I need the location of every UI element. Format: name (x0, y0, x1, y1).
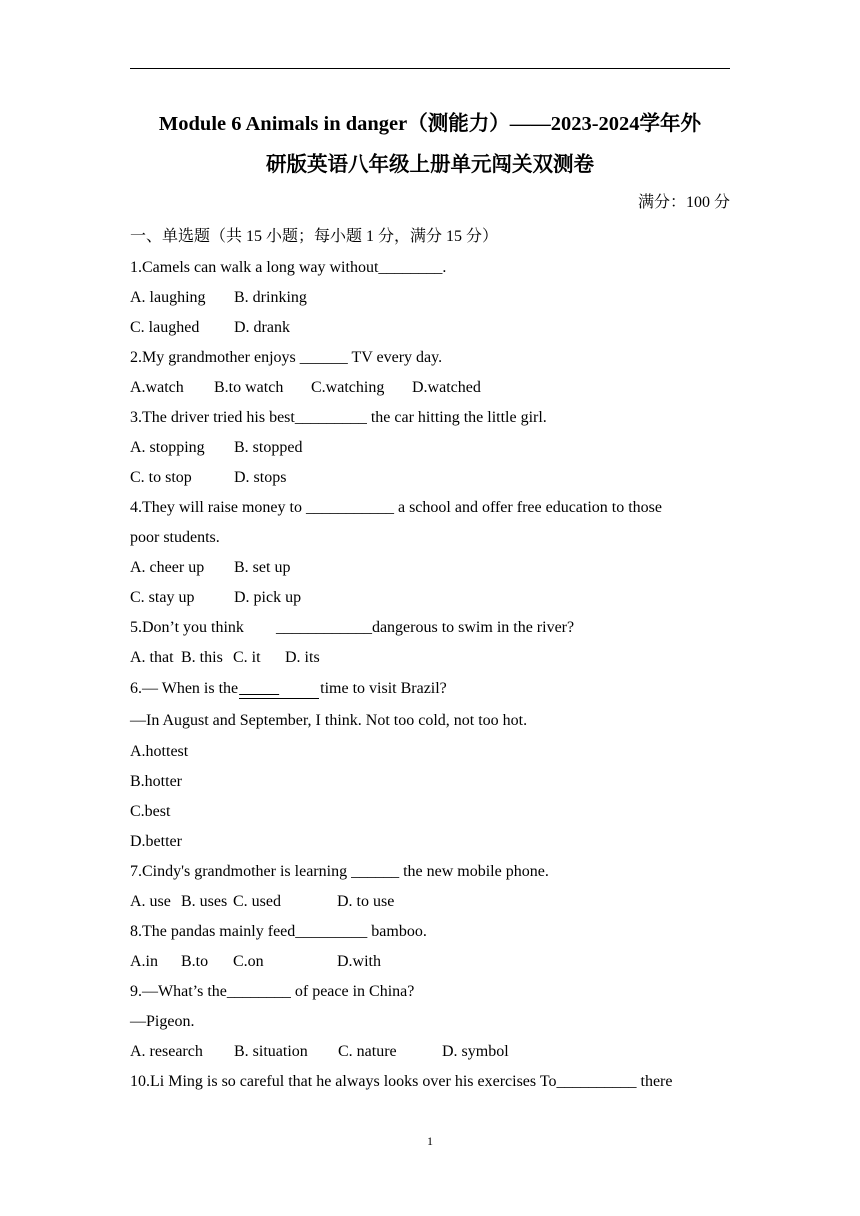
document-title-line-2: 研版英语八年级上册单元闯关双测卷 (266, 154, 594, 176)
option-d: D.watched (412, 379, 481, 396)
question-6-stem-end: time to visit Brazil? (320, 680, 447, 697)
question-8-stem: 8.The pandas mainly feed_________ bamboo. (130, 923, 427, 940)
question-6-option-c: C.best (130, 803, 171, 820)
option-b: B. uses (181, 893, 228, 910)
question-6-stem-start: 6.— When is the (130, 680, 239, 697)
question-6-stem (130, 673, 730, 705)
question-2-stem: 2.My grandmother enjoys ______ TV every day. (130, 349, 443, 366)
option-a: A.watch (130, 379, 184, 396)
option-a: A. that (130, 649, 174, 666)
option-b: B. set up (234, 559, 291, 576)
question-3-stem: 3.The driver tried his best_________ the car hitting the little girl. (130, 409, 547, 426)
option-c: C. it (233, 649, 261, 666)
question-7-stem: 7.Cindy's grandmother is learning ______ the new mobile phone. (130, 863, 549, 880)
option-c: C. laughed (130, 319, 200, 336)
option-d: D. pick up (234, 589, 302, 606)
option-a: A. laughing (130, 289, 206, 306)
option-d: D. its (285, 649, 320, 666)
question-1-options-row-1 (130, 283, 730, 313)
question-3-options-row-2 (130, 463, 730, 493)
question-6-option-a: A.hottest (130, 743, 189, 760)
question-5-stem-end: ____________dangerous to swim in the river? (275, 619, 575, 636)
option-c: C. used (233, 893, 281, 910)
question-9-options (130, 1037, 730, 1067)
option-c: C. stay up (130, 589, 195, 606)
page-number: 1 (427, 1134, 433, 1148)
option-d: D. stops (234, 469, 287, 486)
question-7-options (130, 887, 730, 917)
question-6-blank (239, 680, 319, 699)
question-9-reply: —Pigeon. (130, 1013, 195, 1030)
question-10-stem: 10.Li Ming is so careful that he always looks over his exercises To__________ there (130, 1073, 673, 1090)
option-d: D. symbol (442, 1043, 509, 1060)
option-c: C. nature (338, 1043, 397, 1060)
question-list (130, 253, 730, 1097)
question-9-stem: 9.—What’s the________ of peace in China? (130, 983, 415, 1000)
question-1-options-row-2 (130, 313, 730, 343)
option-d: D. drank (234, 319, 290, 336)
option-b: B. situation (234, 1043, 308, 1060)
question-4-stem: 4.They will raise money to ___________ a school and offer free education to those (130, 499, 663, 516)
question-4-options-row-1 (130, 553, 730, 583)
option-a: A. cheer up (130, 559, 205, 576)
question-3-options-row-1 (130, 433, 730, 463)
option-d: D. to use (337, 893, 395, 910)
option-b: B. drinking (234, 289, 307, 306)
option-d: D.with (337, 953, 381, 970)
option-b: B. this (181, 649, 223, 666)
question-6-option-b: B.hotter (130, 773, 182, 790)
question-1-stem: 1.Camels can walk a long way without________. (130, 259, 447, 276)
question-8-options (130, 947, 730, 977)
option-a: A. research (130, 1043, 203, 1060)
option-c: C. to stop (130, 469, 192, 486)
option-c: C.on (233, 953, 264, 970)
document-title-line-1: Module 6 Animals in danger（测能力）——2023-2024学年外 (158, 113, 702, 135)
question-4-options-row-2 (130, 583, 730, 613)
full-score: 满分：100 分 (637, 194, 730, 211)
question-5-stem (130, 613, 730, 643)
question-6-reply: —In August and September, I think. Not too cold, not too hot. (130, 712, 528, 729)
question-6-option-d: D.better (130, 833, 182, 850)
question-2-options (130, 373, 730, 403)
question-4-stem-continued: poor students. (130, 529, 220, 546)
question-5-options (130, 643, 730, 673)
section-heading: 一、单选题（共 15 小题；每小题 1 分，满分 15 分） (130, 228, 499, 245)
option-b: B.to (181, 953, 209, 970)
option-b: B. stopped (234, 439, 303, 456)
option-b: B.to watch (214, 379, 284, 396)
option-a: A. stopping (130, 439, 205, 456)
option-a: A.in (130, 953, 158, 970)
question-5-stem-start: 5.Don’t you think (130, 619, 244, 636)
top-rule (130, 68, 730, 69)
option-a: A. use (130, 893, 171, 910)
option-c: C.watching (311, 379, 385, 396)
